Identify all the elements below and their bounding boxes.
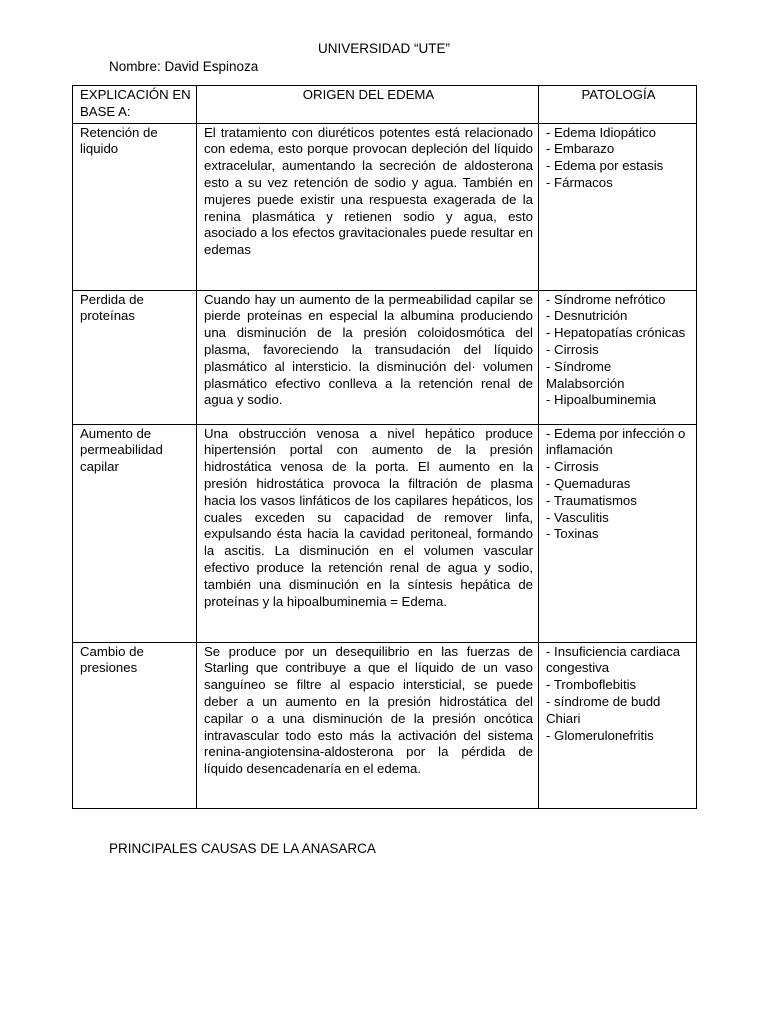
pathology-item: - Vasculitis [546,509,609,525]
origin-cell: Se produce por un desequilibrio en las fuerzas de Starling que contribuye a que el líquido de un vaso sanguíneo se filtre al espacio intersticial, se puede deber a un aumento en la presión hidrostática del capilar o a una disminución de la presión oncótica intravascular todo esto más la activación del sistema renina-angiotensina-aldosterona por la pérdida de líquido desencadenaría en el edema. [197,642,539,808]
pathology-item: - Edema Idiopático [546,124,656,140]
pathology-list [546,292,691,410]
pathology-item: - Cirrosis [546,459,599,475]
pathology-item: - Desnutrición [546,308,628,324]
pathology-item: - Embarazo [546,141,615,157]
table-row [73,290,697,424]
pathology-item: - Cirrosis [546,341,599,357]
basis-cell: Retención de liquido [73,123,197,290]
table-row [73,642,697,808]
basis-cell: Cambio de presiones [73,642,197,808]
origin-cell: El tratamiento con diuréticos potentes está relacionado con edema, esto porque provocan depleción del líquido extracelular, aumentando la secreción de aldosterona esto a su vez retención de sodio y agua. También en mujeres puede existir una respuesta exagerada de la renina plasmática y retienen sodio y agua, esto asociado a los efectos gravitacionales puede resultar en edemas [197,123,539,290]
pathology-item: - Toxinas [546,526,599,542]
pathology-item: - Insuficiencia cardiaca congestiva [546,643,681,676]
author-name: Nombre: David Espinoza [109,59,259,74]
edema-table [72,85,697,809]
pathology-cell [539,424,697,642]
origin-cell: Una obstrucción venosa a nivel hepático produce hipertensión portal con aumento de la presión hidrostática venosa de la porta. El aumento en la presión hidrostática provoca la filtración de plasma hacia los vasos linfáticos de los capilares hepáticos, los cuales exceden su capacidad de remover linfa, expulsando ésta hacia la cavidad peritoneal, formando la ascitis. La disminución en el volumen vascular efectivo produce la retención renal de agua y sodio, también una disminución en la síntesis hepática de proteínas y la hipoalbuminemia = Edema. [197,424,539,642]
pathology-item: - Quemaduras [546,475,631,491]
header-basis: EXPLICACIÓN EN BASE A: [73,86,197,124]
table-caption: PRINCIPALES CAUSAS DE LA ANASARCA [109,841,376,856]
pathology-item: - Fármacos [546,174,613,190]
table-row [73,123,697,290]
pathology-cell [539,642,697,808]
basis-cell: Perdida de proteínas [73,290,197,424]
pathology-list [546,125,691,192]
pathology-cell [539,290,697,424]
basis-cell: Aumento de permeabilidad capilar [73,424,197,642]
pathology-cell [539,123,697,290]
pathology-item: - Traumatismos [546,492,637,508]
origin-cell: Cuando hay un aumento de la permeabilidad capilar se pierde proteínas en especial la albumina produciendo una disminución de la presión coloidosmótica del plasma, favoreciendo la transudación del líquido plasmático al intersticio. la disminución del· volumen plasmático efectivo conlleva a la retención renal de agua y sodio. [197,290,539,424]
pathology-item: - Síndrome Malabsorción [546,358,625,391]
header-pathology: PATOLOGÍA [539,86,697,124]
table-row [73,424,697,642]
table-header-row [73,86,697,124]
pathology-list [546,644,691,745]
pathology-list [546,426,691,544]
pathology-item: - Glomerulonefritis [546,727,654,743]
pathology-item: - síndrome de budd Chiari [546,693,661,726]
pathology-item: - Síndrome nefrótico [546,291,666,307]
pathology-item: - Edema por estasis [546,158,664,174]
pathology-item: - Edema por infección o inflamación [546,425,686,458]
pathology-item: - Hepatopatías crónicas [546,325,686,341]
header-origin: ORIGEN DEL EDEMA [197,86,539,124]
pathology-item: - Tromboflebitis [546,677,637,693]
pathology-item: - Hipoalbuminemia [546,392,656,408]
document-title: UNIVERSIDAD “UTE” [317,41,450,56]
